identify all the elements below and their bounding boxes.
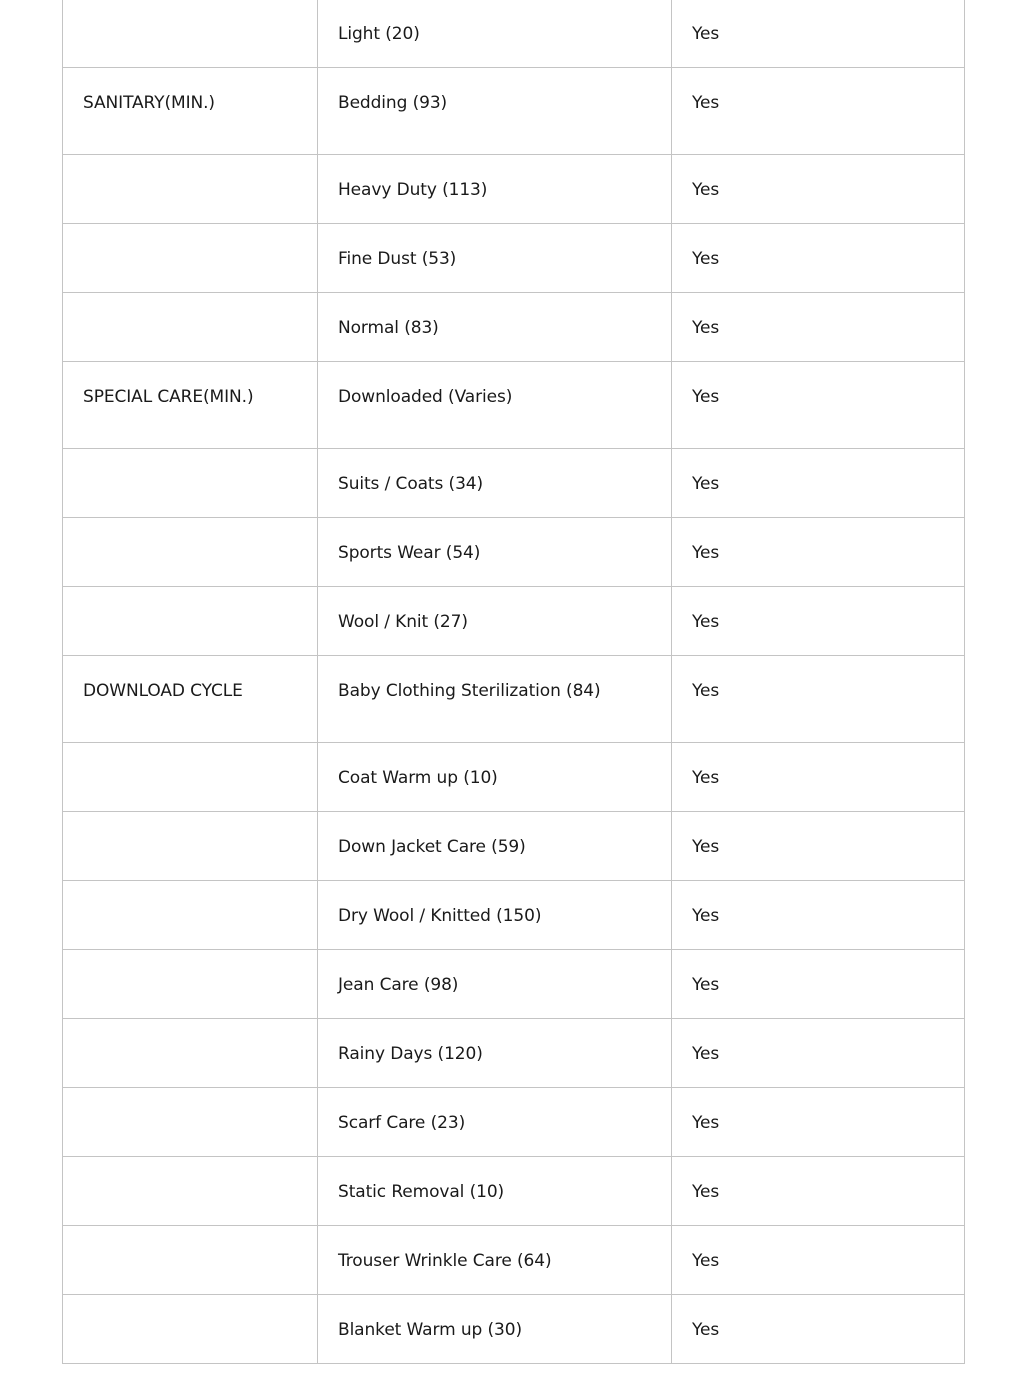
availability-cell	[672, 68, 965, 155]
cycle-cell-text: Trouser Wrinkle Care (64)	[338, 1251, 552, 1271]
availability-cell	[672, 812, 965, 881]
category-cell	[63, 587, 318, 656]
availability-cell	[672, 1019, 965, 1088]
table-row	[63, 362, 965, 449]
cycle-cell	[318, 1157, 672, 1226]
category-cell	[63, 362, 318, 449]
cycle-cell	[318, 1226, 672, 1295]
cycle-cell-text: Coat Warm up (10)	[338, 768, 498, 788]
availability-cell-text: Yes	[692, 249, 720, 269]
table-row	[63, 1019, 965, 1088]
cycle-table-body	[63, 0, 965, 1364]
availability-cell	[672, 656, 965, 743]
availability-cell	[672, 518, 965, 587]
cycle-cell	[318, 224, 672, 293]
category-cell	[63, 1157, 318, 1226]
availability-cell	[672, 1088, 965, 1157]
availability-cell-text: Yes	[692, 93, 720, 113]
category-cell	[63, 1226, 318, 1295]
availability-cell	[672, 155, 965, 224]
availability-cell	[672, 950, 965, 1019]
availability-cell-text: Yes	[692, 681, 720, 701]
cycle-cell-text: Dry Wool / Knitted (150)	[338, 906, 542, 926]
availability-cell	[672, 743, 965, 812]
cycle-cell	[318, 881, 672, 950]
table-row	[63, 68, 965, 155]
table-row	[63, 518, 965, 587]
availability-cell-text: Yes	[692, 768, 720, 788]
cycle-cell-text: Jean Care (98)	[338, 975, 459, 995]
cycle-cell	[318, 0, 672, 68]
availability-cell-text: Yes	[692, 543, 720, 563]
category-cell-text: DOWNLOAD CYCLE	[83, 681, 243, 701]
category-cell	[63, 518, 318, 587]
category-cell	[63, 656, 318, 743]
cycle-cell-text: Sports Wear (54)	[338, 543, 481, 563]
availability-cell-text: Yes	[692, 1044, 720, 1064]
cycle-table	[62, 0, 965, 1364]
availability-cell-text: Yes	[692, 1182, 720, 1202]
cycle-cell	[318, 812, 672, 881]
category-cell	[63, 155, 318, 224]
category-cell-text: SANITARY(MIN.)	[83, 93, 215, 113]
cycle-cell-text: Heavy Duty (113)	[338, 180, 488, 200]
availability-cell-text: Yes	[692, 474, 720, 494]
cycle-cell-text: Blanket Warm up (30)	[338, 1320, 523, 1340]
availability-cell-text: Yes	[692, 387, 720, 407]
availability-cell	[672, 1157, 965, 1226]
availability-cell	[672, 449, 965, 518]
table-row	[63, 587, 965, 656]
cycle-cell-text: Bedding (93)	[338, 93, 448, 113]
table-row	[63, 155, 965, 224]
availability-cell-text: Yes	[692, 837, 720, 857]
availability-cell	[672, 0, 965, 68]
availability-cell	[672, 224, 965, 293]
cycle-cell	[318, 1088, 672, 1157]
cycle-cell-text: Scarf Care (23)	[338, 1113, 466, 1133]
cycle-cell	[318, 950, 672, 1019]
availability-cell-text: Yes	[692, 180, 720, 200]
availability-cell-text: Yes	[692, 612, 720, 632]
availability-cell	[672, 293, 965, 362]
table-row	[63, 1226, 965, 1295]
cycle-cell-text: Wool / Knit (27)	[338, 612, 468, 632]
category-cell	[63, 950, 318, 1019]
table-row	[63, 812, 965, 881]
availability-cell-text: Yes	[692, 1320, 720, 1340]
availability-cell-text: Yes	[692, 318, 720, 338]
cycle-cell	[318, 1295, 672, 1364]
table-row	[63, 293, 965, 362]
category-cell	[63, 449, 318, 518]
cycle-cell-text: Rainy Days (120)	[338, 1044, 483, 1064]
table-row	[63, 224, 965, 293]
cycle-cell-text: Suits / Coats (34)	[338, 474, 484, 494]
table-row	[63, 449, 965, 518]
table-row	[63, 881, 965, 950]
availability-cell-text: Yes	[692, 975, 720, 995]
availability-cell	[672, 587, 965, 656]
table-row	[63, 656, 965, 743]
availability-cell	[672, 881, 965, 950]
table-row	[63, 950, 965, 1019]
availability-cell	[672, 1295, 965, 1364]
availability-cell-text: Yes	[692, 1113, 720, 1133]
availability-cell-text: Yes	[692, 1251, 720, 1271]
category-cell	[63, 743, 318, 812]
cycle-cell	[318, 518, 672, 587]
table-row	[63, 1088, 965, 1157]
cycle-cell	[318, 656, 672, 743]
cycle-cell-text: Downloaded (Varies)	[338, 387, 513, 407]
availability-cell	[672, 362, 965, 449]
category-cell	[63, 1088, 318, 1157]
category-cell	[63, 1295, 318, 1364]
cycle-cell-text: Static Removal (10)	[338, 1182, 505, 1202]
category-cell-text: SPECIAL CARE(MIN.)	[83, 387, 254, 407]
cycle-cell-text: Light (20)	[338, 24, 420, 44]
cycle-cell-text: Normal (83)	[338, 318, 439, 338]
cycle-cell-text: Baby Clothing Sterilization (84)	[338, 681, 601, 701]
availability-cell-text: Yes	[692, 906, 720, 926]
table-row	[63, 0, 965, 68]
cycle-cell	[318, 587, 672, 656]
category-cell	[63, 0, 318, 68]
availability-cell	[672, 1226, 965, 1295]
table-row	[63, 1295, 965, 1364]
cycle-cell	[318, 68, 672, 155]
availability-cell-text: Yes	[692, 24, 720, 44]
cycle-cell-text: Fine Dust (53)	[338, 249, 457, 269]
cycle-cell	[318, 155, 672, 224]
category-cell	[63, 881, 318, 950]
cycle-cell	[318, 449, 672, 518]
category-cell	[63, 1019, 318, 1088]
category-cell	[63, 224, 318, 293]
cycle-cell	[318, 743, 672, 812]
cycle-cell	[318, 362, 672, 449]
category-cell	[63, 812, 318, 881]
category-cell	[63, 68, 318, 155]
cycle-cell	[318, 1019, 672, 1088]
table-row	[63, 743, 965, 812]
cycle-cell-text: Down Jacket Care (59)	[338, 837, 526, 857]
table-row	[63, 1157, 965, 1226]
category-cell	[63, 293, 318, 362]
cycle-cell	[318, 293, 672, 362]
